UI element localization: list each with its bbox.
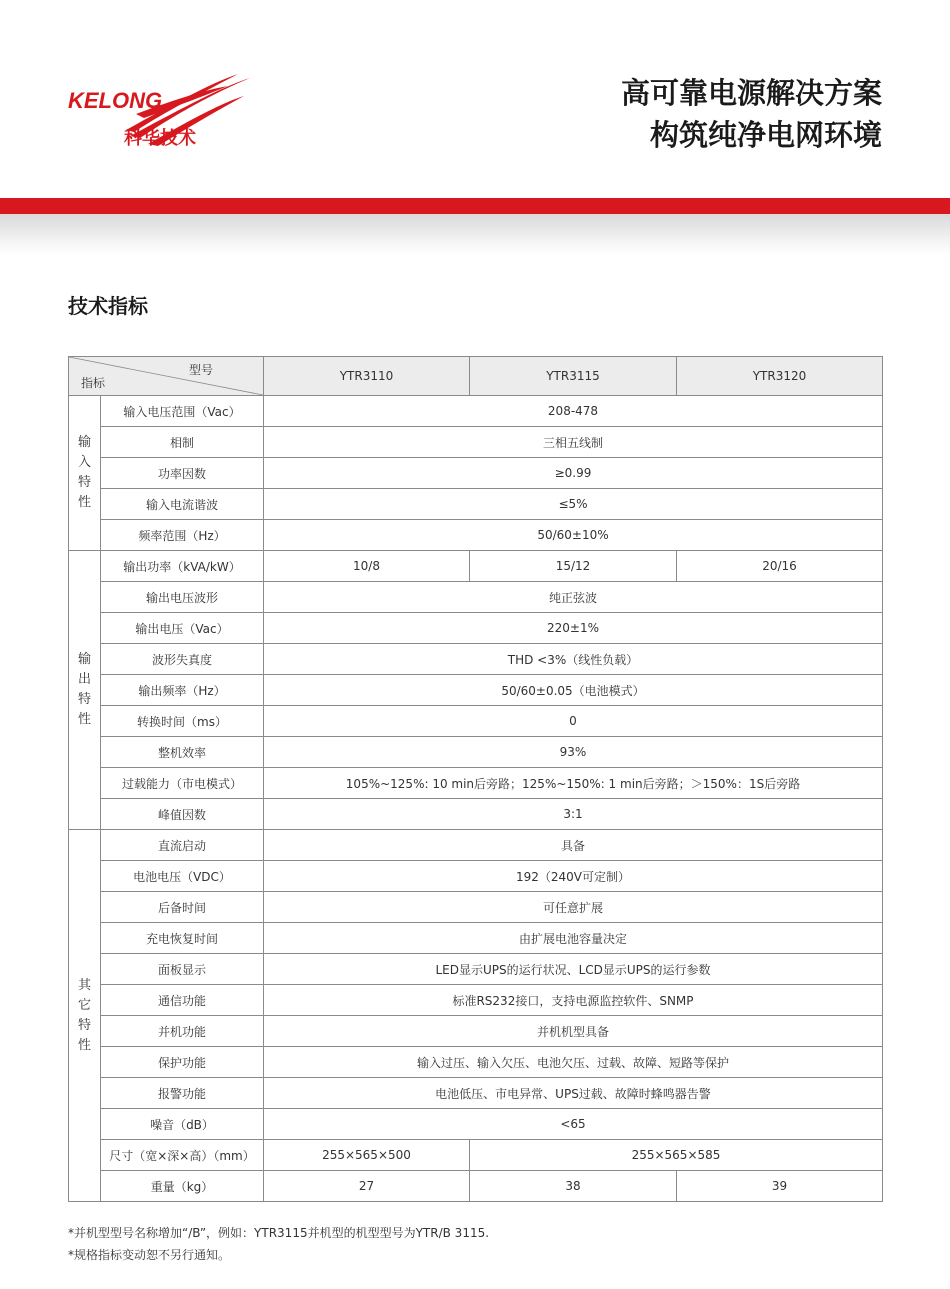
table-row bbox=[69, 551, 883, 582]
table-row bbox=[69, 1016, 883, 1047]
row-label: 输出电压波形 bbox=[101, 582, 264, 613]
row-value: 具备 bbox=[264, 830, 883, 861]
row-label: 充电恢复时间 bbox=[101, 923, 264, 954]
row-label: 输出电压（Vac） bbox=[101, 613, 264, 644]
corner-label-index: 指标 bbox=[81, 376, 106, 390]
slogan-line-2: 构筑纯净电网环境 bbox=[649, 118, 882, 152]
row-value: 208-478 bbox=[264, 396, 883, 427]
table-row bbox=[69, 644, 883, 675]
row-label: 并机功能 bbox=[101, 1016, 264, 1047]
row-value: 纯正弦波 bbox=[264, 582, 883, 613]
row-value: 50/60±10% bbox=[264, 520, 883, 551]
kelong-logo-mark bbox=[68, 70, 258, 160]
model-header: YTR3115 bbox=[470, 357, 677, 396]
row-label: 通信功能 bbox=[101, 985, 264, 1016]
row-label: 直流启动 bbox=[101, 830, 264, 861]
brand-name-cn: 科华技术 bbox=[124, 128, 196, 149]
row-value: 0 bbox=[264, 706, 883, 737]
row-label: 报警功能 bbox=[101, 1078, 264, 1109]
footnote: *规格指标变动恕不另行通知。 bbox=[68, 1248, 231, 1262]
table-row bbox=[69, 861, 883, 892]
row-value: 标准RS232接口，支持电源监控软件、SNMP bbox=[264, 985, 883, 1016]
row-label: 电池电压（VDC） bbox=[101, 861, 264, 892]
table-row bbox=[69, 458, 883, 489]
table-row bbox=[69, 520, 883, 551]
row-label: 输出频率（Hz） bbox=[101, 675, 264, 706]
slogan bbox=[621, 72, 882, 156]
group-input-label: 输 入 特 性 bbox=[69, 396, 101, 551]
table-row bbox=[69, 923, 883, 954]
row-value: 并机机型具备 bbox=[264, 1016, 883, 1047]
row-label: 输入电压范围（Vac） bbox=[101, 396, 264, 427]
row-value: <65 bbox=[264, 1109, 883, 1140]
page-header bbox=[0, 0, 950, 198]
row-label: 频率范围（Hz） bbox=[101, 520, 264, 551]
row-value: 由扩展电池容量决定 bbox=[264, 923, 883, 954]
row-label: 后备时间 bbox=[101, 892, 264, 923]
row-value: 输入过压、输入欠压、电池欠压、过载、故障、短路等保护 bbox=[264, 1047, 883, 1078]
gray-gradient-band bbox=[0, 214, 950, 256]
row-label: 整机效率 bbox=[101, 737, 264, 768]
slogan-line-1: 高可靠电源解决方案 bbox=[620, 76, 882, 110]
model-header: YTR3120 bbox=[677, 357, 883, 396]
table-row bbox=[69, 1140, 883, 1171]
footnote: *并机型型号名称增加“/B”，例如：YTR3115并机型的机型型号为YTR/B 3115. bbox=[68, 1226, 490, 1240]
group-other-label: 其 它 特 性 bbox=[69, 830, 101, 1202]
row-value: 93% bbox=[264, 737, 883, 768]
row-value: 27 bbox=[264, 1171, 470, 1202]
row-value: 50/60±0.05（电池模式） bbox=[264, 675, 883, 706]
row-value: 38 bbox=[470, 1171, 677, 1202]
table-row bbox=[69, 830, 883, 861]
table-row bbox=[69, 768, 883, 799]
row-label: 功率因数 bbox=[101, 458, 264, 489]
row-value: 192（240V可定制） bbox=[264, 861, 883, 892]
table-row bbox=[69, 1078, 883, 1109]
table-row bbox=[69, 1171, 883, 1202]
table-row bbox=[69, 1109, 883, 1140]
row-label: 波形失真度 bbox=[101, 644, 264, 675]
row-value: 105%~125%: 10 min后旁路；125%~150%: 1 min后旁路；＞150%：1S后旁路 bbox=[264, 768, 883, 799]
table-row bbox=[69, 799, 883, 830]
model-header: YTR3110 bbox=[264, 357, 470, 396]
row-value: 20/16 bbox=[677, 551, 883, 582]
row-label: 相制 bbox=[101, 427, 264, 458]
kelong-logo bbox=[68, 70, 258, 160]
table-row bbox=[69, 737, 883, 768]
row-value: 10/8 bbox=[264, 551, 470, 582]
table-row bbox=[69, 1047, 883, 1078]
row-label: 噪音（dB） bbox=[101, 1109, 264, 1140]
row-label: 面板显示 bbox=[101, 954, 264, 985]
row-label: 保护功能 bbox=[101, 1047, 264, 1078]
footnotes bbox=[68, 1222, 489, 1266]
table-row bbox=[69, 396, 883, 427]
table-row bbox=[69, 892, 883, 923]
row-value: LED显示UPS的运行状况、LCD显示UPS的运行参数 bbox=[264, 954, 883, 985]
table-header-row bbox=[69, 357, 883, 396]
row-value: THD <3%（线性负载） bbox=[264, 644, 883, 675]
row-value: 220±1% bbox=[264, 613, 883, 644]
table-corner-cell bbox=[69, 357, 264, 396]
table-row bbox=[69, 613, 883, 644]
row-label: 重量（kg） bbox=[101, 1171, 264, 1202]
row-label: 输入电流谐波 bbox=[101, 489, 264, 520]
row-value: ≥0.99 bbox=[264, 458, 883, 489]
row-value: ≤5% bbox=[264, 489, 883, 520]
row-label: 转换时间（ms） bbox=[101, 706, 264, 737]
row-value: 3:1 bbox=[264, 799, 883, 830]
spec-table bbox=[68, 356, 883, 1202]
section-title: 技术指标 bbox=[68, 294, 148, 318]
table-row bbox=[69, 954, 883, 985]
row-label: 尺寸（宽×深×高）（mm） bbox=[101, 1140, 264, 1171]
row-label: 过载能力（市电模式） bbox=[101, 768, 264, 799]
row-value: 255×565×585 bbox=[470, 1140, 883, 1171]
table-row bbox=[69, 675, 883, 706]
group-output-label: 输 出 特 性 bbox=[69, 551, 101, 830]
table-row bbox=[69, 985, 883, 1016]
row-label: 输出功率（kVA/kW） bbox=[101, 551, 264, 582]
table-row bbox=[69, 489, 883, 520]
row-value: 电池低压、市电异常、UPS过载、故障时蜂鸣器告警 bbox=[264, 1078, 883, 1109]
row-value: 15/12 bbox=[470, 551, 677, 582]
table-row bbox=[69, 582, 883, 613]
table-row bbox=[69, 706, 883, 737]
brand-name-en: KELONG bbox=[68, 88, 163, 113]
table-row bbox=[69, 427, 883, 458]
row-value: 三相五线制 bbox=[264, 427, 883, 458]
row-value: 39 bbox=[677, 1171, 883, 1202]
red-divider-band bbox=[0, 198, 950, 214]
row-label: 峰值因数 bbox=[101, 799, 264, 830]
corner-label-model: 型号 bbox=[188, 363, 213, 377]
row-value: 可任意扩展 bbox=[264, 892, 883, 923]
row-value: 255×565×500 bbox=[264, 1140, 470, 1171]
